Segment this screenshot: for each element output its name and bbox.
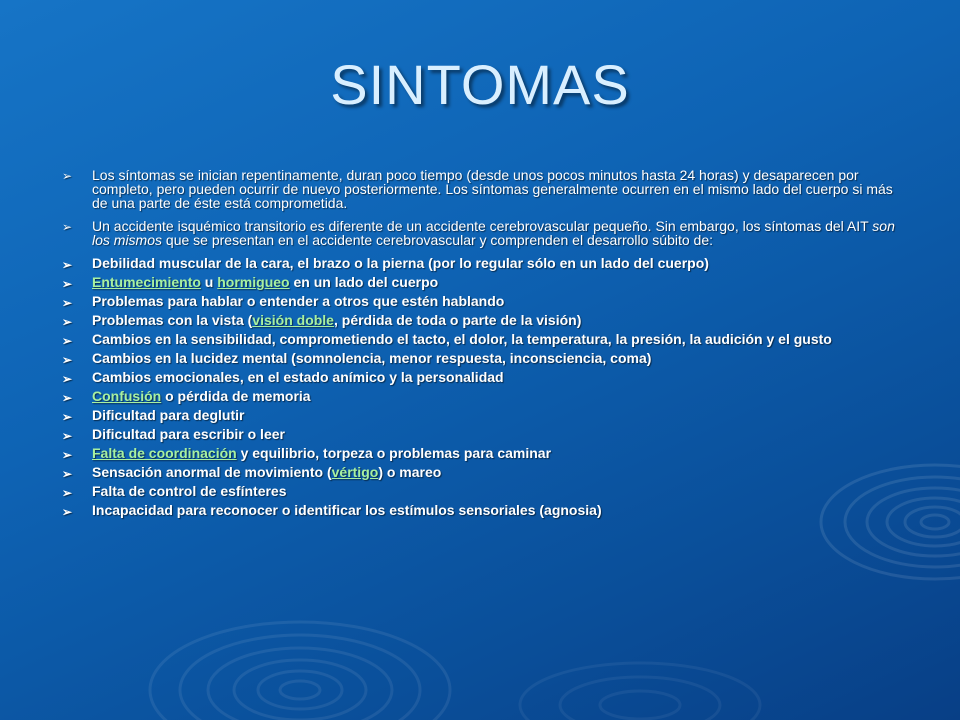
symptom-link[interactable]: vértigo [331,464,379,480]
symptom-link[interactable]: Confusión [92,388,162,404]
chevron-right-icon: ➢ [62,220,73,234]
bullet-text: Dificultad para escribir o leer [92,426,285,442]
bullet-item [60,219,910,247]
bullet-item [60,427,910,442]
bullet-text: Dificultad para deglutir [92,407,245,423]
bullet-item [60,389,910,404]
bullet-item [60,313,910,328]
bullet-text: que se presentan en el accidente cerebrovascular y comprenden el desarrollo súbito de: [162,232,714,248]
chevron-right-icon: ➢ [62,429,73,443]
bullet-text: Incapacidad para reconocer o identificar los estímulos sensoriales (agnosia) [92,502,602,518]
bullet-item [60,351,910,366]
bullet-text: y equilibrio, torpeza o problemas para caminar [236,445,552,461]
chevron-right-icon: ➢ [62,353,73,367]
bullet-text: Problemas con la vista ( [92,312,253,328]
bullet-text: Los síntomas se inician repentinamente, duran poco tiempo (desde unos pocos minutos hasta 24 horas) y desaparecen por completo, pero pueden ocurrir de nuevo posteriormente. Los síntomas generalmente ocurren en el mismo lado del cuerpo si más de una parte de éste está comprometida. [92,167,893,211]
bullet-text: Un accidente isquémico transitorio es diferente de un accidente cerebrovascular pequeño. Sin embargo, los síntomas del AIT [92,218,873,234]
bullet-item [60,370,910,385]
chevron-right-icon: ➢ [62,296,73,310]
chevron-right-icon: ➢ [62,467,73,481]
bullet-text: , pérdida de toda o parte de la visión) [333,312,582,328]
bullet-text: Falta de control de esfínteres [92,483,287,499]
chevron-right-icon: ➢ [62,505,73,519]
bullet-text: Problemas para hablar o entender a otros que estén hablando [92,293,505,309]
bullet-item [60,332,910,347]
bullet-item [60,408,910,423]
symptom-link[interactable]: Falta de coordinación [92,445,237,461]
bullet-text: u [200,274,218,290]
symptom-list [60,168,910,522]
bullet-item [60,465,910,480]
bullet-text: Cambios en la lucidez mental (somnolencia, menor respuesta, inconsciencia, coma) [92,350,652,366]
bullet-text: Cambios emocionales, en el estado anímico y la personalidad [92,369,504,385]
chevron-right-icon: ➢ [62,315,73,329]
bullet-text: ) o mareo [378,464,442,480]
symptom-link[interactable]: Entumecimiento [92,274,201,290]
bullet-item [60,256,910,271]
bullet-item [60,446,910,461]
bullet-text: Debilidad muscular de la cara, el brazo o la pierna (por lo regular sólo en un lado del cuerpo) [92,255,709,271]
bullet-item [60,484,910,499]
emphasis-text: son los mismos [92,218,895,248]
symptom-link[interactable]: visión doble [252,312,334,328]
bullet-text: Cambios en la sensibilidad, comprometiendo el tacto, el dolor, la temperatura, la presión, la audición y el gusto [92,331,832,347]
chevron-right-icon: ➢ [62,334,73,348]
symptom-link[interactable]: hormigueo [217,274,290,290]
bullet-text: o pérdida de memoria [161,388,311,404]
chevron-right-icon: ➢ [62,258,73,272]
chevron-right-icon: ➢ [62,448,73,462]
bullet-item [60,294,910,309]
bullet-text: Sensación anormal de movimiento ( [92,464,332,480]
bullet-item [60,168,910,210]
bullet-item [60,503,910,518]
chevron-right-icon: ➢ [62,391,73,405]
bullet-item [60,275,910,290]
chevron-right-icon: ➢ [62,169,73,183]
slide-title: SINTOMAS [330,53,630,116]
bullet-text: en un lado del cuerpo [289,274,439,290]
chevron-right-icon: ➢ [62,486,73,500]
chevron-right-icon: ➢ [62,410,73,424]
chevron-right-icon: ➢ [62,372,73,386]
chevron-right-icon: ➢ [62,277,73,291]
